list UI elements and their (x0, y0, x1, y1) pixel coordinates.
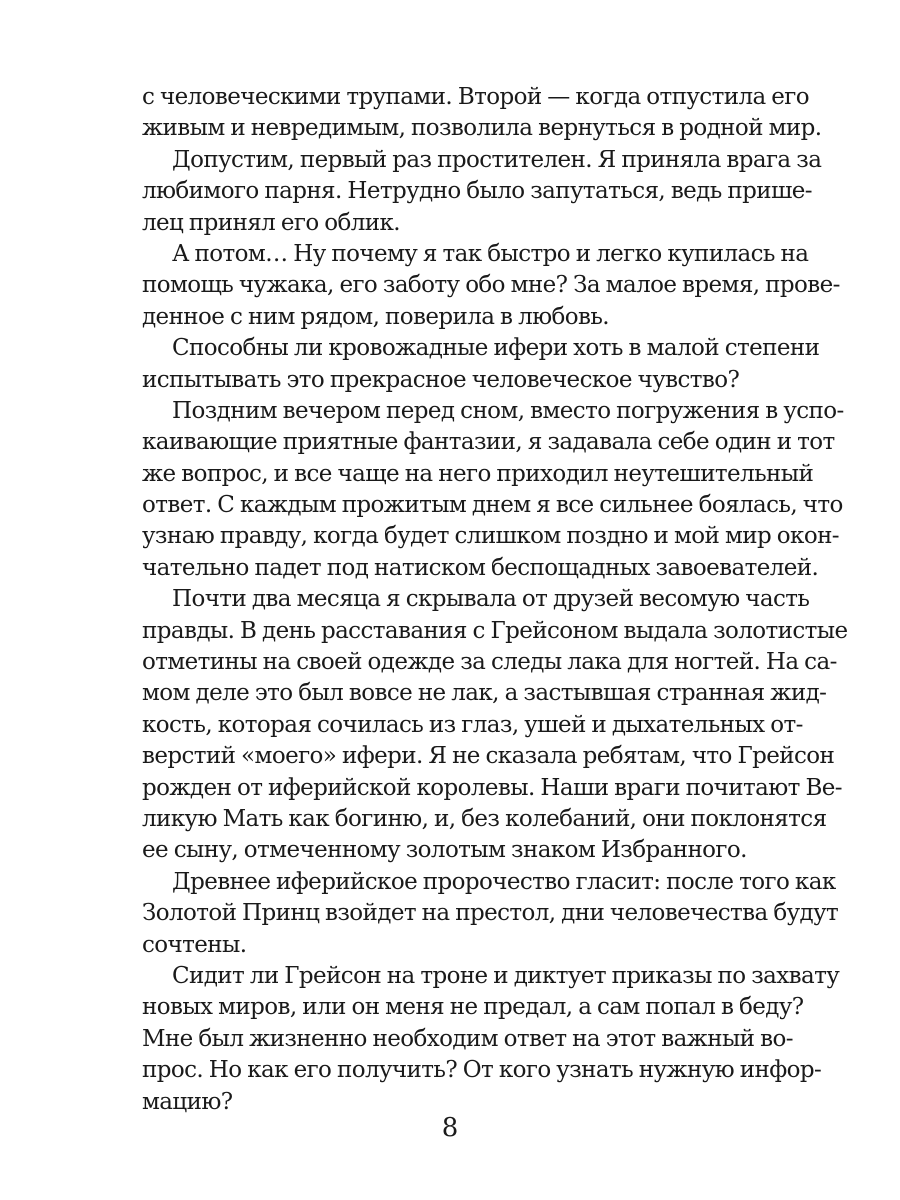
text-line: с человеческими трупами. Второй — когда отпустила его (142, 84, 809, 110)
text-line: Сидит ли Грейсон на троне и диктует приказы по захвату (172, 962, 840, 989)
text-line: узнаю правду, когда будет слишком поздно и мой мир окон- (142, 523, 839, 550)
text-line: Поздним вечером перед сном, вместо погружения в успо- (172, 397, 844, 424)
page-number: 8 (441, 1113, 459, 1143)
text-line: лец принял его облик. (142, 209, 401, 236)
text-line: каивающие приятные фантазии, я задавала себе один и тот (142, 429, 835, 456)
text-line: Мне был жизненно необходим ответ на этот важный во- (142, 1025, 793, 1052)
text-line: ответ. С каждым прожитым днем я все сильнее боялась, что (142, 492, 843, 519)
text-line: ликую Мать как богиню, и, без колебаний, они поклонятся (142, 805, 827, 832)
text-line: денное с ним рядом, поверила в любовь. (142, 303, 610, 330)
text-line: же вопрос, и все чаще на него приходил неутешительный (142, 460, 814, 487)
text-line: прос. Но как его получить? От кого узнать нужную инфор- (142, 1057, 822, 1084)
text-line: А потом… Ну почему я так быстро и легко купилась на (172, 240, 809, 267)
text-line: Древнее иферийское пророчество гласит: после того как (172, 868, 836, 895)
body-text (142, 82, 848, 1118)
text-line: верстий «моего» ифери. Я не сказала ребятам, что Грейсон (142, 743, 835, 770)
text-line: любимого парня. Нетрудно было запутаться, ведь прише- (142, 178, 812, 205)
text-line: кость, которая сочилась из глаз, ушей и дыхательных от- (142, 711, 803, 738)
text-line: Допустим, первый раз простителен. Я приняла врага за (172, 146, 822, 173)
text-line: рожден от иферийской королевы. Наши враги почитают Ве- (142, 774, 842, 801)
text-line: новых миров, или он меня не предал, а сам попал в беду? (142, 994, 804, 1021)
text-line: Способны ли кровожадные ифери хоть в малой степени (172, 335, 820, 362)
text-line: живым и невредимым, позволила вернуться в родной мир. (142, 115, 822, 142)
text-line: испытывать это прекрасное человеческое чувство? (142, 366, 740, 393)
text-line: помощь чужака, его заботу обо мне? За малое время, прове- (142, 272, 840, 299)
text-line: мацию? (142, 1088, 233, 1115)
text-line: чательно падет под натиском беспощадных завоевателей. (142, 554, 819, 581)
text-line: Золотой Принц взойдет на престол, дни человечества будут (142, 900, 839, 927)
text-line: правды. В день расставания с Грейсоном выдала золотистые (142, 617, 848, 644)
text-line: сочтены. (142, 931, 247, 958)
text-line: отметины на своей одежде за следы лака для ногтей. На са- (142, 649, 837, 676)
text-line: ее сыну, отмеченному золотым знаком Избранного. (142, 837, 747, 864)
text-line: Почти два месяца я скрывала от друзей весомую часть (172, 586, 810, 613)
text-line: мом деле это был вовсе не лак, а застывшая странная жид- (142, 680, 827, 707)
